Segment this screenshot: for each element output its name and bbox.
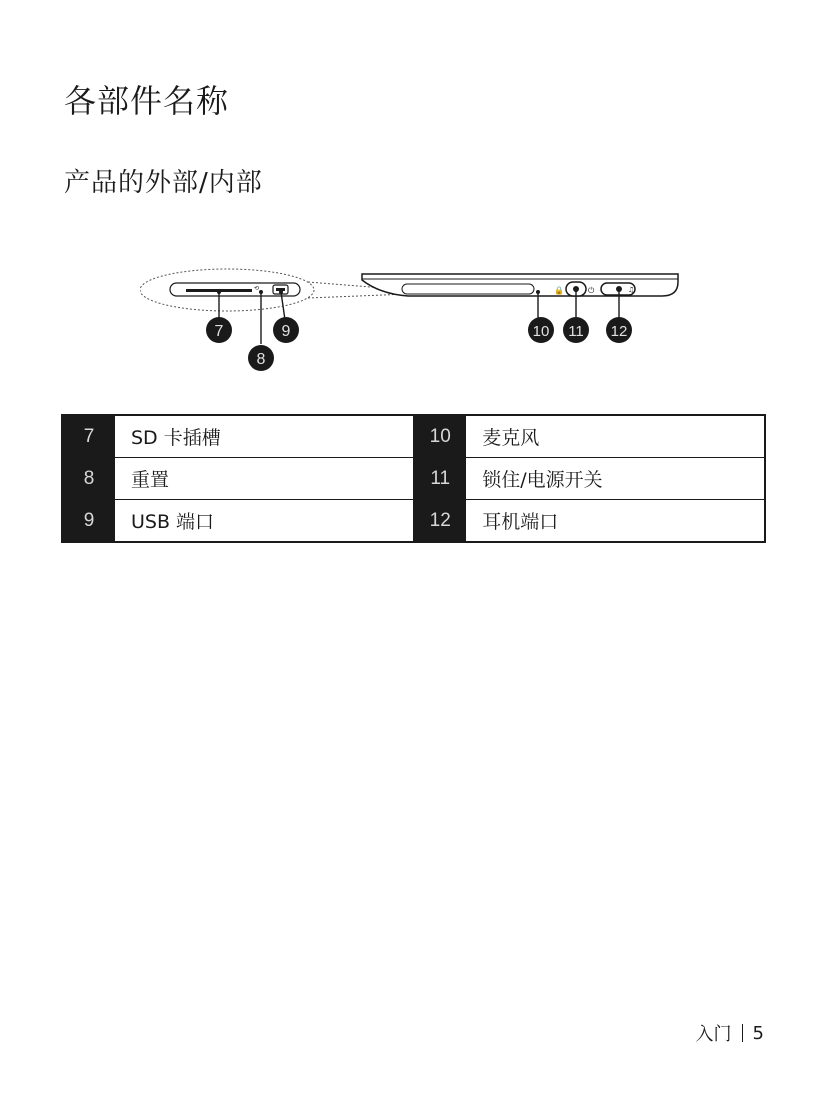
callout-10 [528,317,554,343]
page-footer [696,1020,764,1046]
lock-symbol: 🔒 [554,286,564,295]
section-subtitle: 产品的外部/内部 [64,168,263,198]
part-number: 7 [62,415,115,458]
page-number: 5 [752,1022,764,1044]
footer-section: 入门 [695,1024,732,1045]
part-name: SD 卡插槽 [115,415,414,458]
part-number: 8 [62,458,115,500]
footer-divider [742,1024,743,1042]
part-number: 9 [62,500,115,543]
part-name: 锁住/电源开关 [466,458,765,500]
part-name: 耳机端口 [466,500,765,543]
table-row [62,415,765,458]
table-row [62,458,765,500]
callout-8 [248,345,274,371]
svg-text:9: 9 [281,323,291,340]
power-symbol: ⏻ [588,286,595,295]
svg-text:11: 11 [568,323,584,340]
svg-text:7: 7 [214,323,224,340]
headphone-symbol: ♫ [628,286,635,294]
part-number: 11 [414,458,467,500]
part-name: 重置 [115,458,414,500]
table-row [62,500,765,543]
part-name: 麦克风 [482,427,540,449]
page-title: 各部件名称 [64,82,230,120]
callout-9 [273,317,299,343]
part-number: 10 [414,415,467,458]
callout-12 [606,317,632,343]
svg-text:8: 8 [256,351,266,368]
device-side-diagram [140,262,700,374]
reset-symbol: ⟲ [254,286,260,292]
svg-text:10: 10 [532,323,550,340]
callout-7 [206,317,232,343]
callout-11 [563,317,589,343]
part-number: 12 [414,500,467,543]
svg-text:12: 12 [610,323,628,340]
mic-slot [402,284,534,294]
parts-table [61,414,766,543]
part-name: USB 端口 [115,500,414,543]
